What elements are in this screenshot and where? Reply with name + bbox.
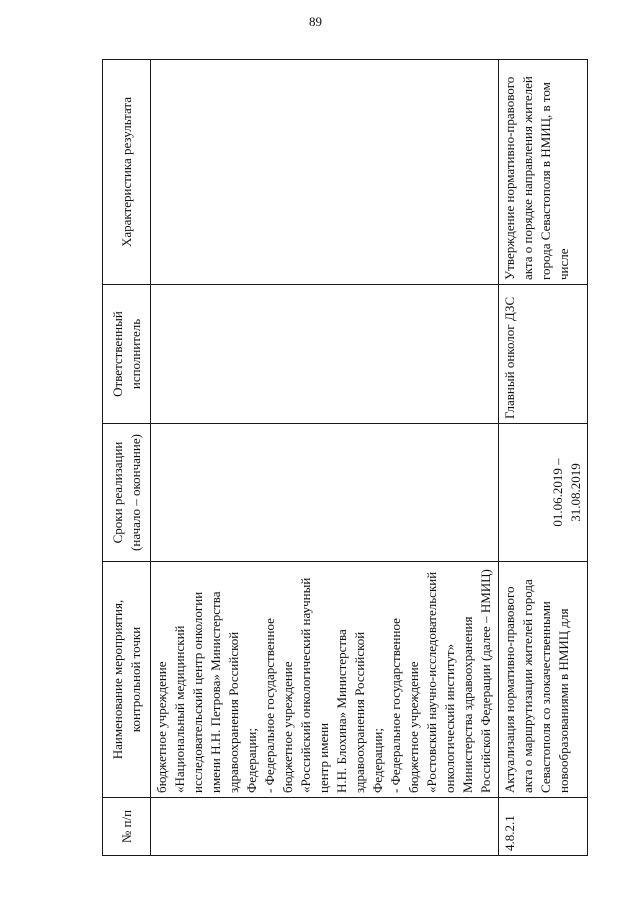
cell-num	[151, 798, 499, 856]
table-row	[499, 60, 588, 856]
header-dates: Сроки реализации (начало – окончание)	[103, 424, 151, 562]
header-name: Наименование мероприятия, контрольной точки	[103, 562, 151, 798]
cell-name: бюджетное учреждение «Национальный медицинский исследовательский центр онкологии имени Н.Н. Петрова» Министерства здравоохранения Российской Федерации; - Федеральное государственное бюджетное учреждение «Российский онкологический научный центр имени Н.Н. Блохина» Министерства здравоохранения Российской Федерации; - Федеральное государственное бюджетное учреждение «Ростовский научно-исследовательский онкологический институт» Министерства здравоохранения Российской Федерации (далее – НМИЦ)	[151, 562, 499, 798]
cell-dates	[151, 424, 499, 562]
page-number: 89	[309, 14, 322, 29]
cell-num: 4.8.2.1	[499, 798, 588, 856]
cell-result	[151, 60, 499, 285]
cell-responsible: Главный онколог ДЗС	[499, 285, 588, 424]
rotated-table-container	[102, 60, 583, 856]
cell-result: Утверждение нормативно-правового акта о порядке направления жителей города Севастополя в НМИЦ, в том числе	[499, 60, 588, 285]
header-responsible: Ответственный исполнитель	[103, 285, 151, 424]
header-num: № п/п	[103, 798, 151, 856]
header-result: Характеристика результата	[103, 60, 151, 285]
table-header-row	[103, 60, 151, 856]
table-row	[151, 60, 499, 856]
cell-name: Актуализация нормативно-правового акта о маршрутизации жителей города Севастополя со злокачественными новообразованиями в НМИЦ для	[499, 562, 588, 798]
measures-table	[102, 59, 588, 856]
cell-dates: 01.06.2019 – 31.08.2019	[499, 424, 588, 562]
cell-responsible	[151, 285, 499, 424]
